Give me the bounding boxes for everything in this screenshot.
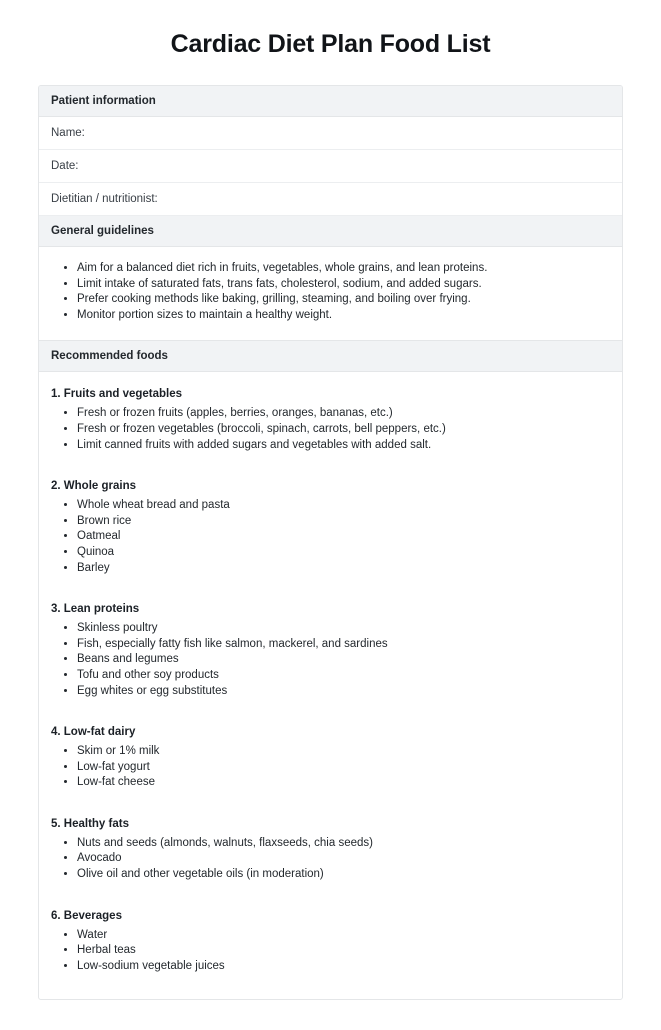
- list-item: • Aim for a balanced diet rich in fruits, vegetables, whole grains, and lean proteins.: [77, 261, 610, 276]
- food-group-low-fat-dairy: [39, 710, 622, 802]
- food-group-title: 6. Beverages: [51, 909, 122, 922]
- general-guidelines-body: [39, 247, 622, 340]
- field-label-name: Name:: [51, 127, 85, 139]
- field-row-date[interactable]: [39, 150, 622, 183]
- food-group-list: [51, 836, 610, 882]
- list-item: • Skim or 1% milk: [77, 744, 610, 759]
- food-group-list: [51, 406, 610, 452]
- form-card: [38, 85, 623, 1000]
- food-group-whole-grains: [39, 464, 622, 587]
- section-header-patient-information: Patient information: [39, 86, 622, 117]
- list-item: • Quinoa: [77, 545, 610, 560]
- list-item: • Fish, especially fatty fish like salmon, mackerel, and sardines: [77, 637, 610, 652]
- list-item: • Low-fat cheese: [77, 775, 610, 790]
- food-group-list: [51, 744, 610, 790]
- food-group-list: [51, 498, 610, 575]
- list-item: • Limit intake of saturated fats, trans fats, cholesterol, sodium, and added sugars.: [77, 277, 610, 292]
- list-item: • Fresh or frozen fruits (apples, berries, oranges, bananas, etc.): [77, 406, 610, 421]
- list-item: • Egg whites or egg substitutes: [77, 684, 610, 699]
- food-group-lean-proteins: [39, 587, 622, 710]
- list-item: • Water: [77, 928, 610, 943]
- list-item: • Limit canned fruits with added sugars and vegetables with added salt.: [77, 438, 610, 453]
- food-group-list: [51, 621, 610, 698]
- list-item: • Prefer cooking methods like baking, grilling, steaming, and boiling over frying.: [77, 292, 610, 307]
- food-group-beverages: [39, 894, 622, 986]
- list-item: • Low-sodium vegetable juices: [77, 959, 610, 974]
- field-row-dietitian[interactable]: [39, 183, 622, 216]
- list-item: • Brown rice: [77, 514, 610, 529]
- food-group-title: 2. Whole grains: [51, 480, 136, 493]
- food-group-healthy-fats: [39, 802, 622, 894]
- list-item: • Fresh or frozen vegetables (broccoli, spinach, carrots, bell peppers, etc.): [77, 422, 610, 437]
- page-title: Cardiac Diet Plan Food List: [170, 30, 491, 58]
- list-item: • Monitor portion sizes to maintain a healthy weight.: [77, 308, 610, 323]
- list-item: • Low-fat yogurt: [77, 760, 610, 775]
- list-item: • Avocado: [77, 851, 610, 866]
- food-group-title: 1. Fruits and vegetables: [51, 388, 183, 401]
- section-header-general-guidelines: General guidelines: [39, 216, 622, 247]
- list-item: • Skinless poultry: [77, 621, 610, 636]
- field-label-date: Date:: [51, 160, 79, 172]
- list-item: • Tofu and other soy products: [77, 668, 610, 683]
- food-group-title: 5. Healthy fats: [51, 817, 129, 830]
- list-item: • Whole wheat bread and pasta: [77, 498, 610, 513]
- list-item: • Nuts and seeds (almonds, walnuts, flaxseeds, chia seeds): [77, 836, 610, 851]
- food-group-fruits-and-vegetables: [39, 372, 622, 464]
- list-item: • Beans and legumes: [77, 652, 610, 667]
- section-header-recommended-foods: Recommended foods: [39, 340, 622, 372]
- recommended-foods-body: [39, 372, 622, 999]
- field-row-name[interactable]: [39, 117, 622, 150]
- list-item: • Barley: [77, 561, 610, 576]
- list-item: • Herbal teas: [77, 943, 610, 958]
- general-guidelines-list: [51, 261, 610, 322]
- food-group-title: 4. Low-fat dairy: [51, 726, 136, 739]
- list-item: • Oatmeal: [77, 529, 610, 544]
- list-item: • Olive oil and other vegetable oils (in moderation): [77, 867, 610, 882]
- field-label-dietitian: Dietitian / nutritionist:: [51, 193, 158, 205]
- food-group-title: 3. Lean proteins: [51, 603, 140, 616]
